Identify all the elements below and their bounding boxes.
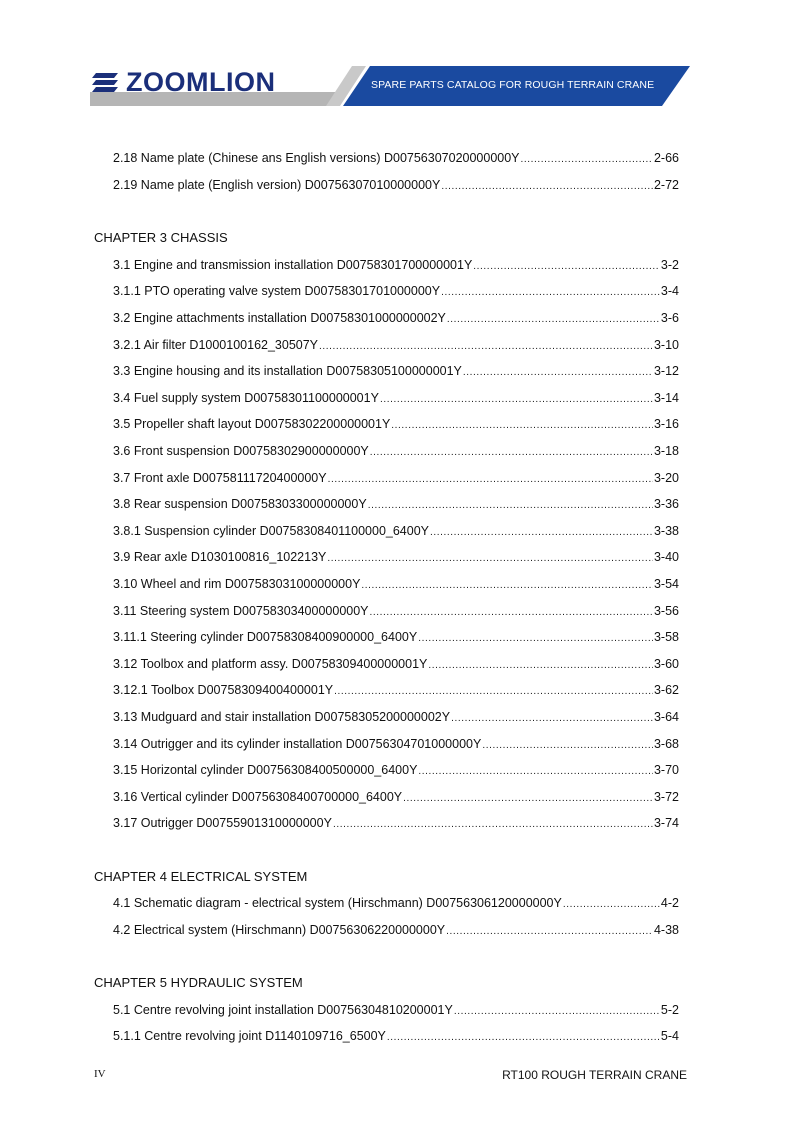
toc-entry-title: 4.1 Schematic diagram - electrical system (Hirschmann) D00756306120000000Y bbox=[113, 896, 562, 911]
toc-entry-title: 3.2 Engine attachments installation D00758301000000002Y bbox=[113, 311, 446, 325]
toc-dot-leader bbox=[328, 474, 653, 485]
toc-entry-title: 3.17 Outrigger D00755901310000000Y bbox=[113, 816, 332, 831]
page-header bbox=[0, 62, 793, 110]
toc-entry[interactable] bbox=[113, 151, 679, 165]
toc-entry[interactable] bbox=[113, 364, 679, 378]
toc-entry-page: 3-56 bbox=[653, 603, 679, 618]
toc-entry-title: 3.8 Rear suspension D00758303300000000Y bbox=[113, 497, 367, 512]
toc-dot-leader bbox=[430, 527, 653, 538]
toc-entry[interactable] bbox=[113, 790, 679, 804]
toc-entry-page: 5-4 bbox=[660, 1029, 679, 1044]
toc-dot-leader bbox=[418, 766, 653, 777]
toc-entry-title: 3.6 Front suspension D00758302900000000Y bbox=[113, 444, 369, 458]
toc-dot-leader bbox=[447, 314, 660, 325]
toc-entry[interactable] bbox=[113, 683, 679, 697]
toc-entry[interactable] bbox=[113, 630, 679, 644]
toc-dot-leader bbox=[327, 553, 653, 564]
toc-dot-leader bbox=[368, 500, 653, 511]
toc-entry-page: 3-64 bbox=[653, 710, 679, 724]
toc-entry-title: 3.1 Engine and transmission installation D00758301700000001Y bbox=[113, 257, 473, 272]
toc-entry[interactable] bbox=[113, 391, 679, 405]
toc-entry-title: 3.14 Outrigger and its cylinder installation D00756304701000000Y bbox=[113, 736, 482, 751]
page-number: IV bbox=[94, 1068, 106, 1080]
toc-entry-page: 3-6 bbox=[660, 311, 679, 325]
toc-entry[interactable] bbox=[113, 284, 679, 298]
toc-entry-title: 3.5 Propeller shaft layout D00758302200000001Y bbox=[113, 417, 391, 432]
toc-entry[interactable] bbox=[113, 816, 679, 830]
toc-entry[interactable] bbox=[113, 471, 679, 485]
toc-entry[interactable] bbox=[113, 896, 679, 910]
toc-entry-page: 3-58 bbox=[653, 630, 679, 645]
chapter-heading: CHAPTER 5 HYDRAULIC SYSTEM bbox=[94, 975, 303, 990]
brand-name: ZOOMLION bbox=[126, 67, 276, 97]
toc-entry-title: 3.16 Vertical cylinder D00756308400700000_6400Y bbox=[113, 789, 403, 804]
toc-entry-page: 3-54 bbox=[653, 577, 679, 591]
toc-dot-leader bbox=[441, 287, 660, 298]
toc-entry-page: 5-2 bbox=[660, 1002, 679, 1017]
toc-entry-page: 3-70 bbox=[653, 763, 679, 778]
toc-entry-page: 3-62 bbox=[653, 683, 679, 698]
toc-entry-title: 3.9 Rear axle D1030100816_102213Y bbox=[113, 550, 327, 565]
toc-dot-leader bbox=[454, 1006, 660, 1017]
toc-entry-page: 3-18 bbox=[653, 444, 679, 458]
toc-entry-title: 2.18 Name plate (Chinese ans English versions) D00756307020000000Y bbox=[113, 151, 520, 165]
toc-entry[interactable] bbox=[113, 497, 679, 511]
toc-entry-page: 3-20 bbox=[653, 470, 679, 485]
toc-entry-page: 3-14 bbox=[653, 390, 679, 405]
toc-entry[interactable] bbox=[113, 923, 679, 937]
toc-entry-page: 3-2 bbox=[660, 257, 679, 272]
toc-entry[interactable] bbox=[113, 1029, 679, 1043]
brand-logo bbox=[92, 68, 275, 96]
toc-entry-page: 2-72 bbox=[653, 177, 679, 192]
toc-entry-title: 3.12 Toolbox and platform assy. D00758309400000001Y bbox=[113, 656, 428, 671]
toc-dot-leader bbox=[334, 686, 653, 697]
toc-dot-leader bbox=[418, 633, 653, 644]
toc-entry-page: 2-66 bbox=[653, 151, 679, 165]
toc-entry[interactable] bbox=[113, 1003, 679, 1017]
toc-dot-leader bbox=[387, 1032, 660, 1043]
toc-entry-title: 3.1.1 PTO operating valve system D00758301701000000Y bbox=[113, 284, 441, 299]
toc-dot-leader bbox=[370, 607, 653, 618]
toc-entry[interactable] bbox=[113, 258, 679, 272]
toc-entry-title: 3.3 Engine housing and its installation D00758305100000001Y bbox=[113, 364, 462, 379]
toc-dot-leader bbox=[451, 713, 653, 724]
toc-entry-title: 3.2.1 Air filter D1000100162_30507Y bbox=[113, 337, 319, 352]
toc-entry-title: 3.12.1 Toolbox D00758309400400001Y bbox=[113, 683, 334, 698]
toc-entry[interactable] bbox=[113, 444, 679, 458]
toc-entry-page: 4-2 bbox=[660, 896, 679, 911]
toc-entry[interactable] bbox=[113, 178, 679, 192]
toc-entry-page: 3-40 bbox=[653, 550, 679, 565]
toc-entry[interactable] bbox=[113, 577, 679, 591]
toc-dot-leader bbox=[441, 181, 653, 192]
toc-entry-title: 2.19 Name plate (English version) D00756307010000000Y bbox=[113, 177, 441, 192]
toc-entry-page: 3-4 bbox=[660, 284, 679, 299]
toc-entry-title: 4.2 Electrical system (Hirschmann) D00756306220000000Y bbox=[113, 922, 446, 937]
chapter-heading: CHAPTER 4 ELECTRICAL SYSTEM bbox=[94, 868, 308, 884]
toc-dot-leader bbox=[403, 793, 653, 804]
zoomlion-logo-icon bbox=[92, 71, 120, 93]
toc-entry-page: 3-12 bbox=[653, 364, 679, 379]
toc-entry[interactable] bbox=[113, 604, 679, 618]
toc-dot-leader bbox=[482, 740, 653, 751]
catalog-banner-title: SPARE PARTS CATALOG FOR ROUGH TERRAIN CRANE bbox=[371, 79, 655, 91]
toc-dot-leader bbox=[428, 660, 653, 671]
toc-dot-leader bbox=[473, 261, 660, 272]
toc-dot-leader bbox=[380, 394, 653, 405]
toc-entry-page: 3-16 bbox=[653, 417, 679, 432]
toc-entry-page: 3-60 bbox=[653, 656, 679, 671]
toc-entry-title: 5.1.1 Centre revolving joint D1140109716_6500Y bbox=[113, 1029, 386, 1044]
toc-entry-page: 3-38 bbox=[653, 523, 679, 538]
toc-entry[interactable] bbox=[113, 710, 679, 724]
toc-entry-page: 3-74 bbox=[653, 816, 679, 831]
toc-dot-leader bbox=[391, 420, 653, 431]
toc-entry[interactable] bbox=[113, 550, 679, 564]
toc-entry[interactable] bbox=[113, 338, 679, 352]
toc-dot-leader bbox=[361, 580, 653, 591]
toc-entry[interactable] bbox=[113, 737, 679, 751]
toc-dot-leader bbox=[446, 926, 653, 937]
toc-entry-title: 3.11 Steering system D00758303400000000Y bbox=[113, 603, 369, 618]
toc-entry[interactable] bbox=[113, 763, 679, 777]
toc-dot-leader bbox=[463, 367, 653, 378]
toc-dot-leader bbox=[319, 341, 653, 352]
toc-entry-page: 3-72 bbox=[653, 789, 679, 804]
toc-entry[interactable] bbox=[113, 657, 679, 671]
toc-entry-page: 3-68 bbox=[653, 736, 679, 751]
toc-dot-leader bbox=[521, 154, 653, 165]
toc-entry[interactable] bbox=[113, 417, 679, 431]
toc-entry-title: 3.15 Horizontal cylinder D00756308400500000_6400Y bbox=[113, 763, 418, 778]
toc-entry-title: 3.8.1 Suspension cylinder D00758308401100000_6400Y bbox=[113, 523, 429, 538]
toc-dot-leader bbox=[563, 899, 660, 910]
toc-entry[interactable] bbox=[113, 311, 679, 325]
toc-entry-title: 3.11.1 Steering cylinder D00758308400900000_6400Y bbox=[113, 630, 418, 645]
toc-dot-leader bbox=[370, 447, 653, 458]
toc-entry[interactable] bbox=[113, 524, 679, 538]
toc-entry-title: 5.1 Centre revolving joint installation D00756304810200001Y bbox=[113, 1002, 453, 1017]
toc-dot-leader bbox=[333, 819, 653, 830]
toc-entry-title: 3.7 Front axle D00758111720400000Y bbox=[113, 470, 327, 485]
toc-entry-title: 3.13 Mudguard and stair installation D00758305200000002Y bbox=[113, 710, 451, 724]
chapter-heading: CHAPTER 3 CHASSIS bbox=[94, 230, 228, 246]
toc-entry-page: 3-10 bbox=[653, 337, 679, 352]
footer-product-name: RT100 ROUGH TERRAIN CRANE bbox=[502, 1068, 687, 1082]
toc-entry-page: 3-36 bbox=[653, 497, 679, 512]
toc-entry-title: 3.4 Fuel supply system D00758301100000001Y bbox=[113, 390, 379, 405]
toc-entry-page: 4-38 bbox=[653, 922, 679, 937]
toc-entry-title: 3.10 Wheel and rim D00758303100000000Y bbox=[113, 577, 361, 591]
